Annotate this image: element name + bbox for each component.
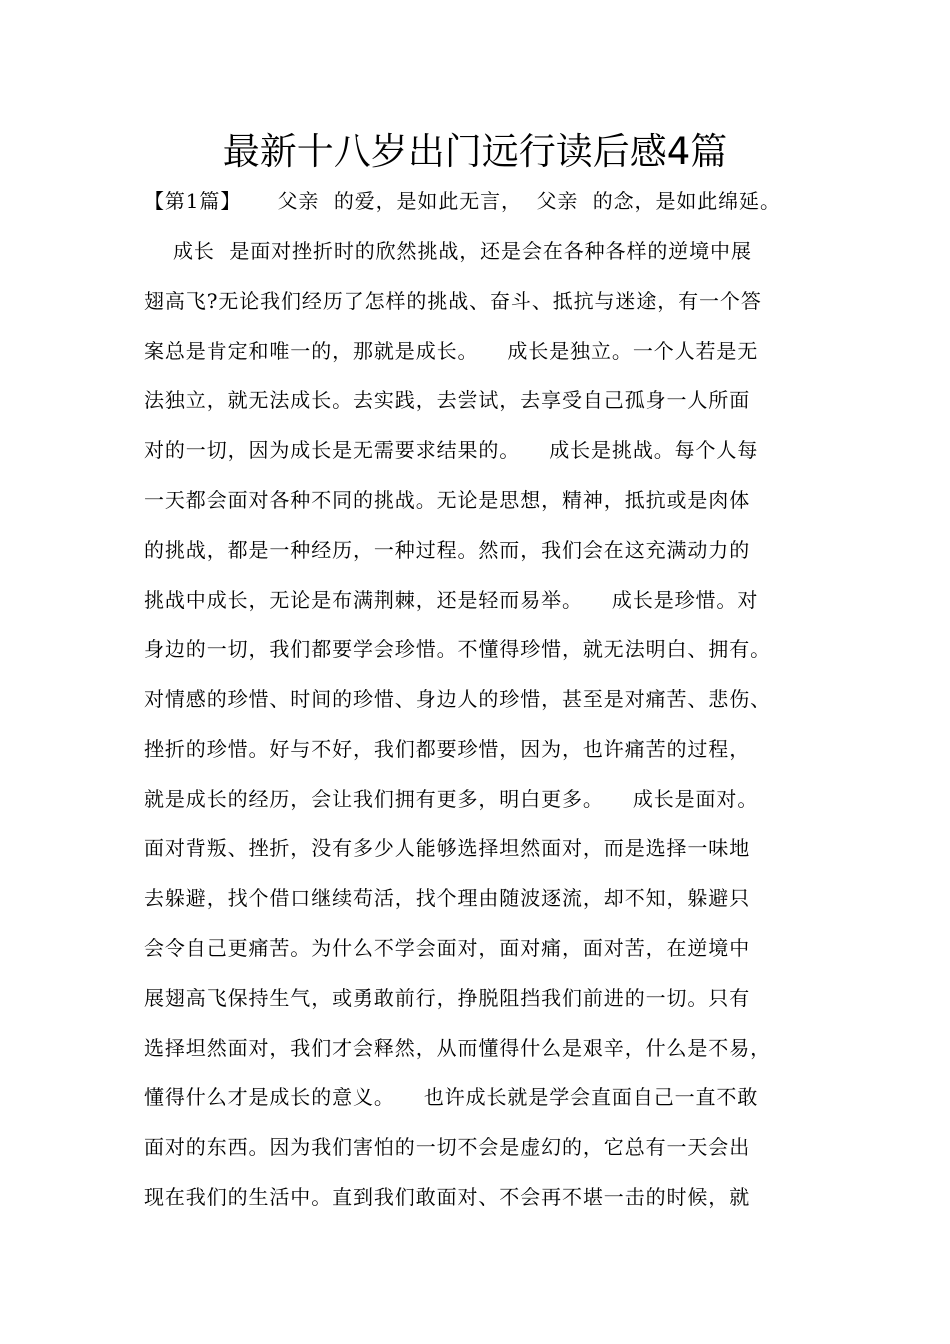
text-line: 去躲避，找个借口继续苟活，找个理由随波逐流，却不知，躲避只 xyxy=(144,886,751,910)
text-line: 翅高飞?无论我们经历了怎样的挑战、奋斗、抵抗与迷途，有一个答 xyxy=(144,289,762,313)
text-line: 懂得什么才是成长的意义。 也许成长就是学会直面自己一直不敢 xyxy=(144,1085,759,1109)
text-line: 就是成长的经历，会让我们拥有更多，明白更多。 成长是面对。 xyxy=(144,787,759,811)
text-line: 现在我们的生活中。直到我们敢面对、不会再不堪一击的时候，就 xyxy=(144,1185,751,1209)
document-title: 最新十八岁出门远行读后感4篇 xyxy=(222,130,728,173)
text-line: 面对的东西。因为我们害怕的一切不会是虚幻的，它总有一天会出 xyxy=(144,1135,751,1159)
text-line: 会令自己更痛苦。为什么不学会面对，面对痛，面对苦，在逆境中 xyxy=(144,936,751,960)
text-line: 对的一切，因为成长是无需要求结果的。 成长是挑战。每个人每 xyxy=(144,438,759,462)
text-line: 法独立，就无法成长。去实践，去尝试，去享受自己孤身一人所面 xyxy=(144,388,751,412)
text-line: 面对背叛、挫折，没有多少人能够选择坦然面对，而是选择一味地 xyxy=(144,836,751,860)
text-line: 挑战中成长，无论是布满荆棘，还是轻而易举。 成长是珍惜。对 xyxy=(144,588,759,612)
text-line: 展翅高飞保持生气，或勇敢前行，挣脱阻挡我们前进的一切。只有 xyxy=(144,986,751,1010)
text-line: 选择坦然面对，我们才会释然，从而懂得什么是艰辛，什么是不易， xyxy=(144,1036,771,1060)
text-line: 一天都会面对各种不同的挑战。无论是思想，精神，抵抗或是肉体 xyxy=(144,488,751,512)
text-line: 案总是肯定和唯一的，那就是成长。 成长是独立。一个人若是无 xyxy=(144,339,759,363)
text-line: 成长 是面对挫折时的欣然挑战，还是会在各种各样的逆境中展 xyxy=(144,239,752,263)
text-line: 挫折的珍惜。好与不好，我们都要珍惜，因为，也许痛苦的过程， xyxy=(144,737,751,761)
text-line: 对情感的珍惜、时间的珍惜、身边人的珍惜，甚至是对痛苦、悲伤、 xyxy=(144,687,771,711)
text-line: 【第1篇】 父亲 的爱，是如此无言， 父亲 的念，是如此绵延。 xyxy=(144,189,781,213)
text-line: 身边的一切，我们都要学会珍惜。不懂得珍惜，就无法明白、拥有。 xyxy=(144,637,771,661)
text-line: 的挑战，都是一种经历，一种过程。然而，我们会在这充满动力的 xyxy=(144,538,751,562)
